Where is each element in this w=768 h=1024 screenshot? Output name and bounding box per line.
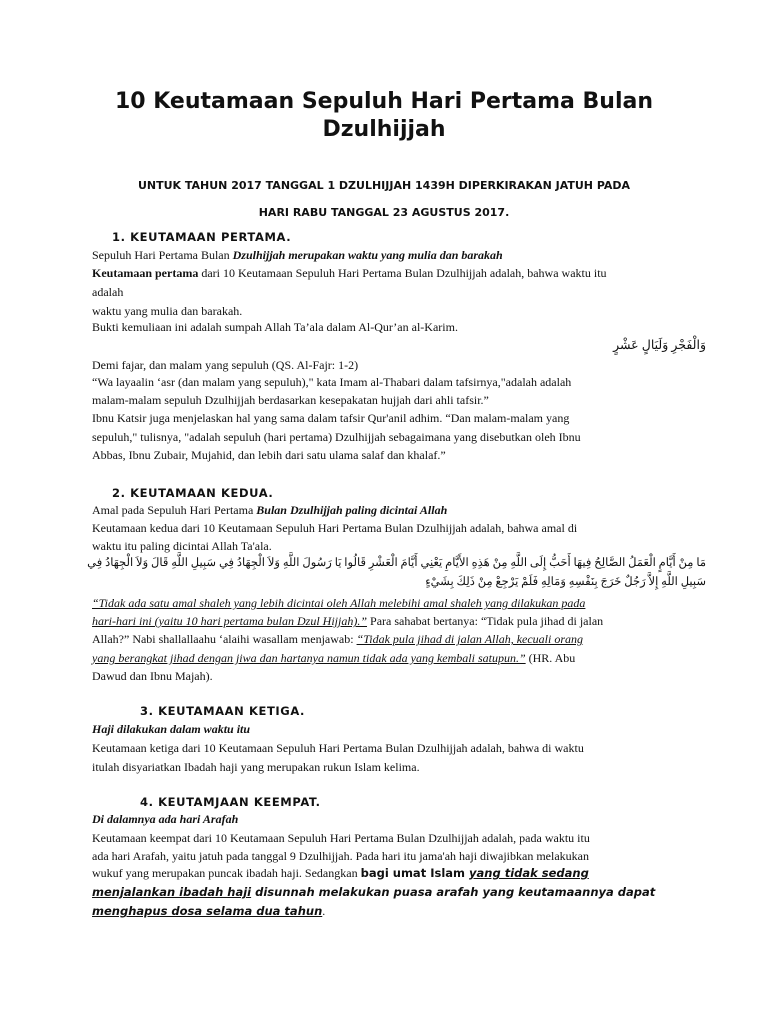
section-3-heading: 3. KEUTAMAAN KETIGA. [140, 704, 306, 718]
section-1-intro-emphasis: Dzulhijjah merupakan waktu yang mulia dan barakah [232, 248, 503, 262]
section-1-p4-line-1: “Wa layaalin ‘asr (dan malam yang sepuluh)," kata Imam al-Thabari dalam tafsirnya,"adalah adalah [92, 375, 572, 389]
section-1-paragraph-1 [92, 266, 607, 281]
section-4-p1-line-1: Keutamaan keempat dari 10 Keutamaan Sepuluh Hari Pertama Bulan Dzulhijjah adalah, pada waktu itu [92, 831, 590, 845]
subtitle-line-1: UNTUK TAHUN 2017 TANGGAL 1 DZULHIJJAH 1439H DIPERKIRAKAN JATUH PADA [137, 179, 631, 192]
section-4-p1-line-3-text: wukuf yang merupakan puncak ibadah haji. Sedangkan [92, 866, 361, 880]
section-3-subheading [92, 722, 250, 737]
section-1-p5-line-2: sepuluh," tulisnya, "adalah sepuluh (hari pertama) Dzulhijjah sebagaimana yang disebutkan oleh Ibnu [92, 430, 581, 444]
section-1-p1-line-2: adalah [92, 285, 124, 299]
section-3-sub-text: Haji dilakukan dalam waktu itu [92, 722, 251, 736]
section-2-p1-line-2: waktu itu paling dicintai Allah Ta'ala. [92, 539, 272, 553]
section-1-paragraph-3: Demi fajar, dan malam yang sepuluh (QS. Al-Fajr: 1-2) [92, 358, 359, 372]
section-3-p1-line-1: Keutamaan ketiga dari 10 Keutamaan Sepuluh Hari Pertama Bulan Dzulhijjah adalah, bahwa di waktu [92, 741, 584, 755]
section-1-intro-text: Sepuluh Hari Pertama Bulan [92, 248, 233, 262]
title-line-2: Dzulhijjah [322, 117, 446, 142]
section-2-p1-line-1: Keutamaan kedua dari 10 Keutamaan Sepuluh Hari Pertama Bulan Dzulhijjah adalah, bahwa amal di [92, 521, 578, 535]
section-2-arabic-hadith-line-1: مَا مِنْ أَيَّامٍ الْعَمَلُ الصَّالِحُ فِيهَا أَحَبُّ إِلَى اللَّهِ مِنْ هَذِهِ الأَيَّامِ يَعْنِي أَيَّامَ الْعَشْرِ قَالُوا يَا رَسُولَ اللَّهِ وَلاَ الْجِهَادُ فِي سَبِيلِ اللَّهِ قَالَ وَلاَ الْجِهَادُ فِي [87, 557, 706, 569]
section-1-paragraph-2: Bukti kemuliaan ini adalah sumpah Allah Ta’ala dalam Al-Qur’an al-Karim. [92, 320, 458, 334]
section-2-heading: 2. KEUTAMAAN KEDUA. [112, 486, 274, 500]
section-4-emphasis-3: menjalankan ibadah haji [92, 885, 252, 899]
section-2-quote-line-2 [92, 614, 603, 629]
section-2-nabi-answer: Allah?” Nabi shallallaahu ‘alaihi wasallam menjawab: [92, 632, 357, 646]
section-4-p1-line-2: ada hari Arafah, yaitu jatuh pada tanggal 9 Dzulhijjah. Pada hari itu jama'ah haji diwajibkan melakukan [92, 849, 589, 863]
section-2-quote-1-end: hari-hari ini (yaitu 10 hari pertama bulan Dzul Hijjah).” [92, 614, 368, 628]
section-4-emphasis-1: bagi umat Islam [360, 866, 470, 880]
section-1-p4-line-2: malam-malam sepuluh Dzulhijjah berdasarkan kesepakatan hujjah dari ahli tafsir.” [92, 393, 489, 407]
title-line-1: 10 Keutamaan Sepuluh Hari Pertama Bulan [115, 89, 653, 114]
section-1-p1-bold: Keutamaan pertama [92, 266, 199, 280]
section-2-quote-1: “Tidak ada satu amal shaleh yang lebih dicintai oleh Allah melebihi amal shaleh yang dilakukan pada [92, 596, 586, 610]
section-2-intro-emphasis: Bulan Dzulhijjah paling dicintai Allah [256, 503, 448, 517]
section-2-intro [92, 503, 447, 518]
section-2-intro-text: Amal pada Sepuluh Hari Pertama [92, 503, 257, 517]
section-4-period: . [322, 904, 326, 918]
section-1-p1-line-3: waktu yang mulia dan barakah. [92, 304, 243, 318]
section-4-p2 [92, 885, 655, 900]
section-1-arabic-verse: وَالْفَجْرِ وَلَيَالٍ عَشْرٍ [613, 338, 706, 352]
section-2-quote-2: “Tidak pula jihad di jalan Allah, kecuali orang [356, 632, 584, 646]
section-1-intro [92, 248, 503, 263]
subtitle-line-2: HARI RABU TANGGAL 23 AGUSTUS 2017. [258, 206, 510, 219]
section-4-emphasis-4: disunnah melakukan puasa arafah yang keutamaannya dapat [251, 885, 656, 899]
section-4-emphasis-5: menghapus dosa selama dua tahun [92, 904, 323, 918]
section-1-p5-line-3: Abbas, Ibnu Zubair, Mujahid, dan lebih dari satu ulama salaf dan khalaf.” [92, 448, 446, 462]
section-2-quote-2-end: yang berangkat jihad dengan jiwa dan hartanya namun tidak ada yang kembali satupun.” [92, 651, 526, 665]
section-2-source: (HR. Abu [525, 651, 576, 665]
section-1-p5-line-1: Ibnu Katsir juga menjelaskan hal yang sama dalam tafsir Qur'anil adhim. “Dan malam-malam yang [92, 411, 570, 425]
section-4-sub-text: Di dalamnya ada hari Arafah [92, 812, 239, 826]
section-2-quote-line-4 [92, 651, 575, 666]
section-4-emphasis-2: yang tidak sedang [469, 866, 589, 880]
section-4-p1-line-3 [92, 866, 589, 881]
page-title [60, 88, 708, 144]
section-2-quote-line-3 [92, 632, 583, 647]
section-2-arabic-hadith-line-2: سَبِيلِ اللَّهِ إِلاَّ رَجُلٌ خَرَجَ بِنَفْسِهِ وَمَالِهِ فَلَمْ يَرْجِعْ مِنْ ذَلِكَ بِشَيْءٍ [425, 576, 706, 588]
section-1-heading: 1. KEUTAMAAN PERTAMA. [112, 230, 292, 244]
section-4-subheading [92, 812, 238, 827]
section-2-source-end: Dawud dan Ibnu Majah). [92, 669, 213, 683]
section-2-quote-line-1 [92, 596, 585, 611]
section-1-p1-rest: dari 10 Keutamaan Sepuluh Hari Pertama Bulan Dzulhijjah adalah, bahwa waktu itu [198, 266, 607, 280]
section-4-p3 [92, 904, 325, 919]
section-2-sahabat-question: Para sahabat bertanya: “Tidak pula jihad di jalan [367, 614, 604, 628]
section-4-heading: 4. KEUTAMJAAN KEEMPAT. [140, 795, 321, 809]
section-3-p1-line-2: itulah disyariatkan Ibadah haji yang merupakan rukun Islam kelima. [92, 760, 420, 774]
